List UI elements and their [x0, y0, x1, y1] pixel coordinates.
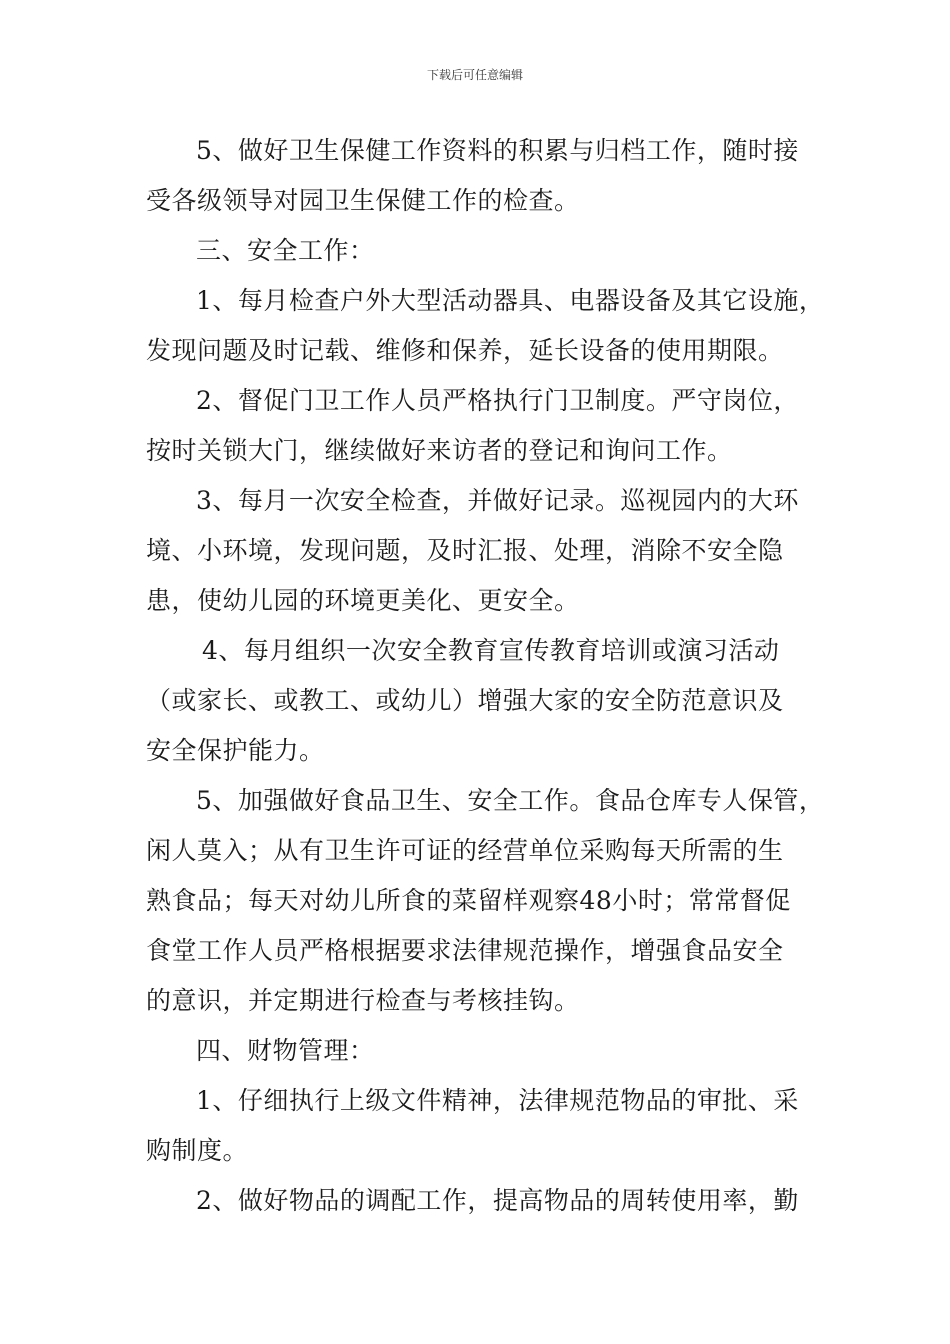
text-line: 购制度。 [146, 1136, 249, 1165]
document-body [146, 126, 825, 1226]
text-line: 熟食品；每天对幼儿所食的菜留样观察48小时；常常督促 [146, 886, 791, 915]
text-line: （或家长、或教工、或幼儿）增强大家的安全防范意识及 [146, 686, 784, 715]
section-heading: 四、财物管理： [196, 1036, 375, 1065]
text-line: 按时关锁大门，继续做好来访者的登记和询问工作。 [146, 436, 733, 465]
page-header: 下载后可任意编辑 [426, 68, 523, 82]
text-line: 1、仔细执行上级文件精神，法律规范物品的审批、采 [196, 1086, 799, 1115]
text-line: 境、小环境，发现问题，及时汇报、处理，消除不安全隐 [146, 536, 784, 565]
text-line: 2、做好物品的调配工作，提高物品的周转使用率，勤 [196, 1186, 799, 1215]
text-line: 闲人莫入；从有卫生许可证的经营单位采购每天所需的生 [146, 836, 784, 865]
text-line: 3、每月一次安全检查，并做好记录。巡视园内的大环 [196, 486, 799, 515]
text-line: 5、做好卫生保健工作资料的积累与归档工作，随时接 [196, 136, 799, 165]
text-line: 安全保护能力。 [146, 736, 325, 765]
text-line: 食堂工作人员严格根据要求法律规范操作，增强食品安全 [146, 936, 784, 965]
text-line: 4、每月组织一次安全教育宣传教育培训或演习活动 [202, 636, 780, 665]
text-line: 受各级领导对园卫生保健工作的检查。 [146, 186, 580, 215]
section-heading: 三、安全工作： [196, 236, 375, 265]
text-line: 2、督促门卫工作人员严格执行门卫制度。严守岗位， [196, 386, 799, 415]
text-line: 的意识，并定期进行检查与考核挂钩。 [146, 986, 580, 1015]
text-line: 5、加强做好食品卫生、安全工作。食品仓库专人保管， [196, 786, 825, 815]
text-line: 患，使幼儿园的环境更美化、更安全。 [146, 586, 580, 615]
text-line: 发现问题及时记载、维修和保养，延长设备的使用期限。 [146, 336, 784, 365]
text-line: 1、每月检查户外大型活动器具、电器设备及其它设施， [196, 286, 825, 315]
